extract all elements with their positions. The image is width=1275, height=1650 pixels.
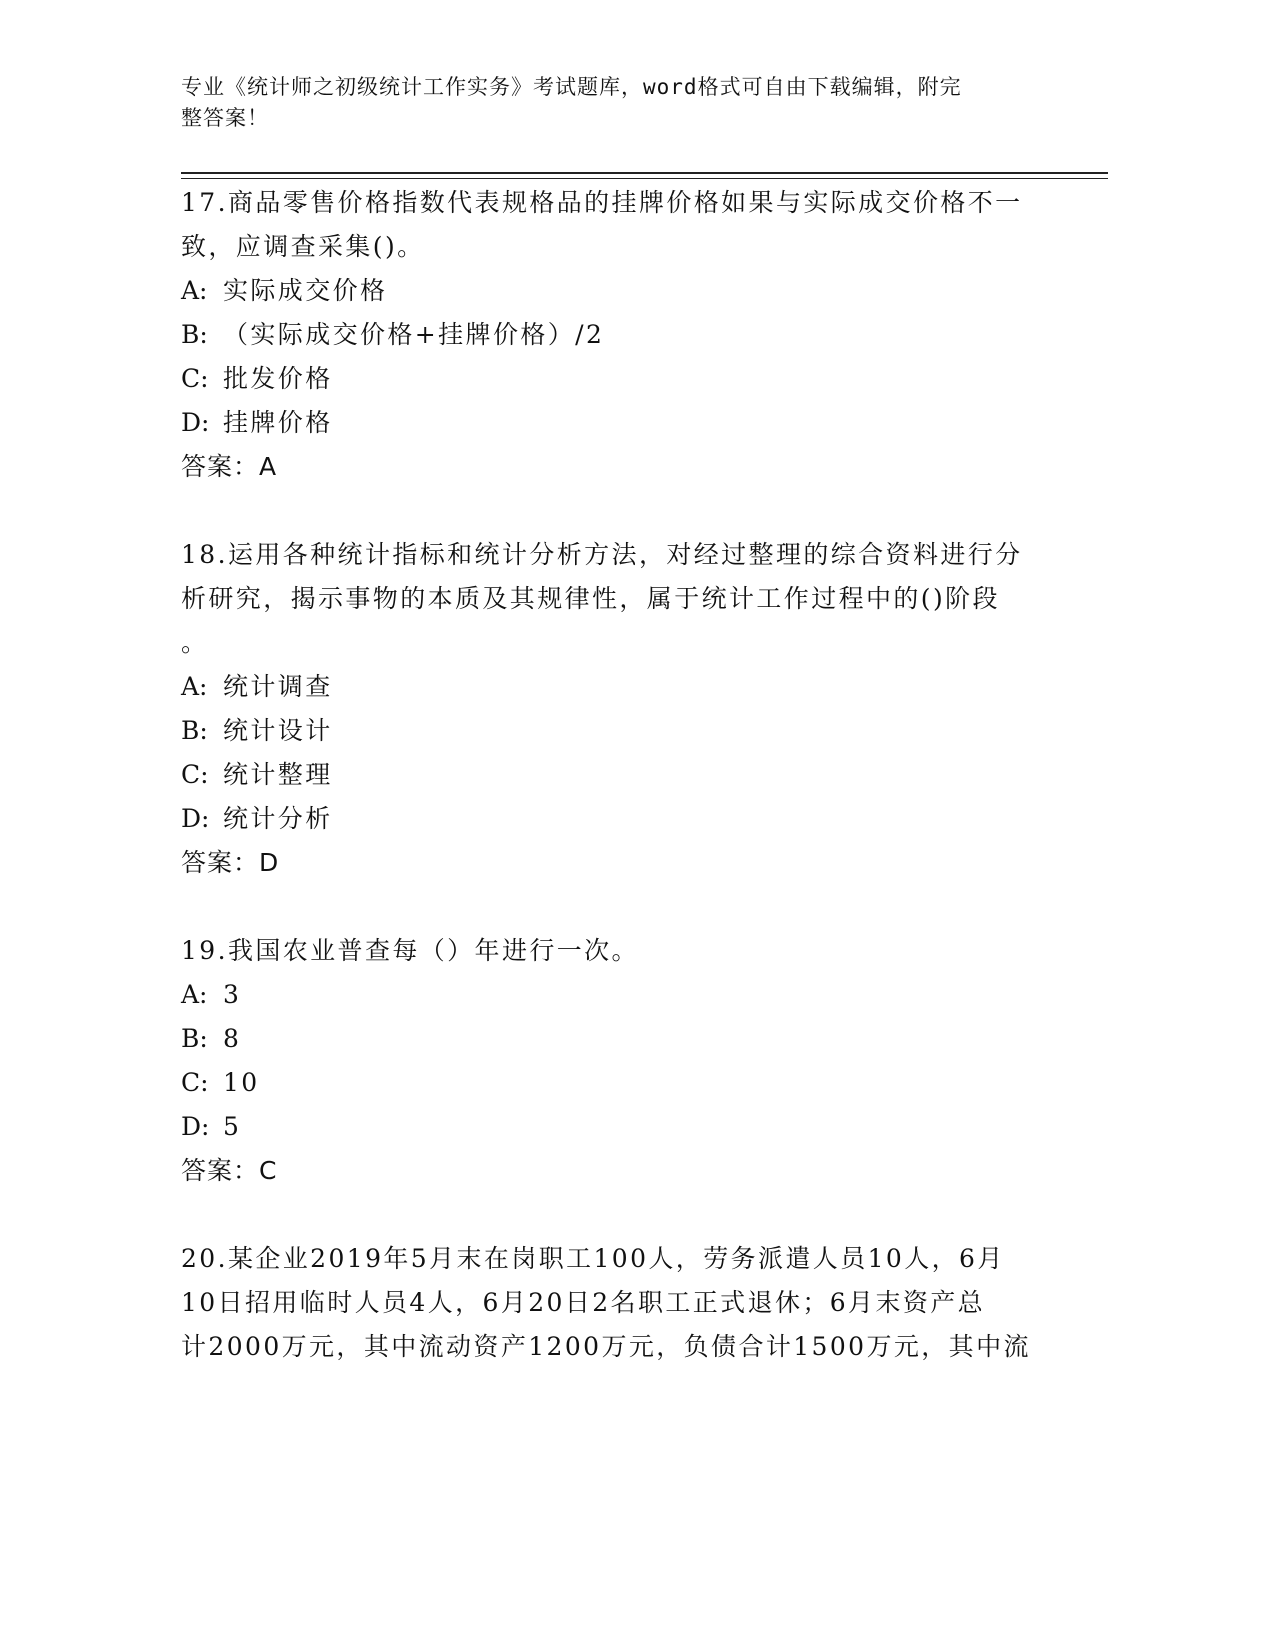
option-label: C: [181,760,209,789]
option-label: B: [181,716,208,745]
option-text: 统计调查 [223,672,333,701]
option-text: 统计整理 [223,760,333,789]
stem-line: 20.某企业2019年5月末在岗职工100人，劳务派遣人员10人，6月 [181,1244,1005,1273]
option-d [181,1105,1041,1149]
option-label: A: [181,276,208,305]
option-d [181,401,1041,445]
option-b [181,709,1041,753]
option-label: B: [181,320,208,349]
option-c [181,753,1041,797]
option-label: D: [181,804,210,833]
option-label: D: [181,1112,210,1141]
option-label: D: [181,408,210,437]
option-text: 挂牌价格 [223,408,333,437]
option-label: A: [181,672,208,701]
option-a [181,665,1041,709]
option-a [181,973,1041,1017]
stem-line: 19.我国农业普查每（）年进行一次。 [181,936,639,965]
header-line-1: 专业《统计师之初级统计工作实务》考试题库，word格式可自由下载编辑，附完 [181,75,962,99]
question-stem [181,929,1041,973]
option-text: 5 [223,1112,242,1141]
question-19 [181,929,1041,1193]
question-18 [181,533,1041,885]
stem-line: 致，应调查采集()。 [181,232,425,261]
option-c [181,357,1041,401]
header-divider-thin [181,178,1108,179]
option-text: 10 [223,1068,260,1097]
question-20 [181,1237,1041,1369]
question-17 [181,181,1041,489]
answer-line: 答案：A [181,452,278,481]
stem-line: 计2000万元，其中流动资产1200万元，负债合计1500万元，其中流 [181,1332,1031,1361]
option-label: A: [181,980,208,1009]
option-text: 批发价格 [223,364,333,393]
stem-line: 析研究，揭示事物的本质及其规律性，属于统计工作过程中的()阶段 [181,584,1000,613]
question-stem [181,181,1041,269]
option-text: 3 [223,980,242,1009]
stem-line: 18.运用各种统计指标和统计分析方法，对经过整理的综合资料进行分 [181,540,1023,569]
option-c [181,1061,1041,1105]
option-label: B: [181,1024,208,1053]
stem-line: 17.商品零售价格指数代表规格品的挂牌价格如果与实际成交价格不一 [181,188,1023,217]
option-a [181,269,1041,313]
stem-line: 10日招用临时人员4人，6月20日2名职工正式退休；6月末资产总 [181,1288,986,1317]
header-divider-thick [181,172,1108,174]
document-header [181,72,1041,134]
option-label: C: [181,1068,209,1097]
question-stem [181,533,1041,665]
stem-line: 。 [181,628,209,657]
option-b [181,1017,1041,1061]
option-d [181,797,1041,841]
option-text: 统计设计 [223,716,333,745]
header-line-2: 整答案！ [181,106,269,130]
option-label: C: [181,364,209,393]
question-list [181,181,1041,1413]
option-text: 实际成交价格 [223,276,388,305]
option-text: （实际成交价格+挂牌价格）/2 [223,320,605,349]
question-stem [181,1237,1041,1369]
option-text: 8 [223,1024,242,1053]
answer-line: 答案：C [181,1156,278,1185]
answer-line: 答案：D [181,848,280,877]
option-text: 统计分析 [223,804,333,833]
option-b [181,313,1041,357]
